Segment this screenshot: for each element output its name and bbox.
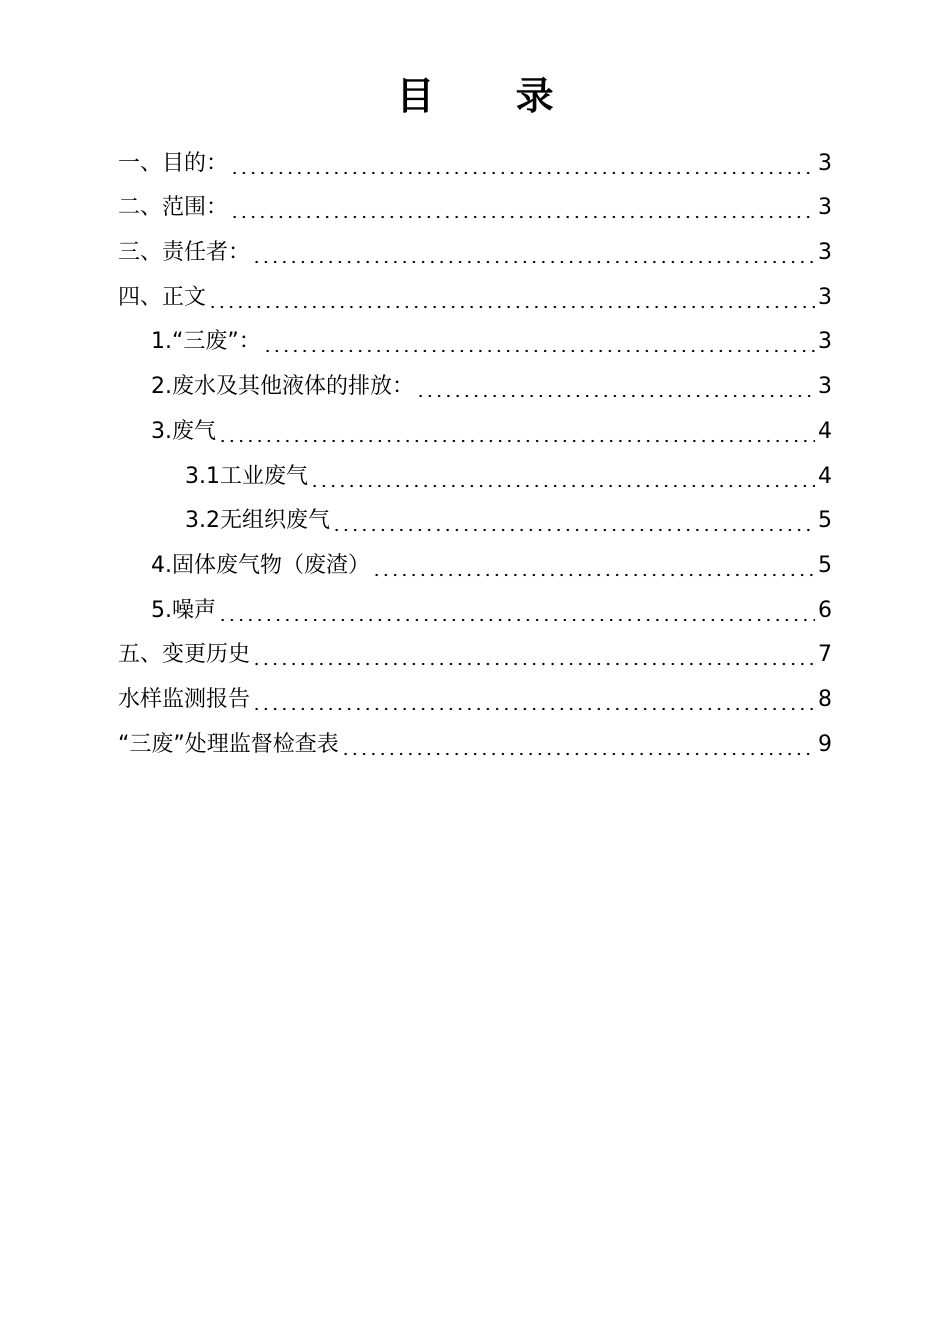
toc-entry-label: 3.2无组织废气 [185, 508, 330, 534]
toc-entry-label: 四、正文 [118, 284, 207, 310]
dot-leader [263, 327, 815, 357]
toc-entry-page-number: 4 [818, 418, 832, 444]
dot-leader [218, 417, 815, 447]
toc-entry-change-history[interactable] [118, 626, 832, 671]
dot-leader [208, 283, 815, 313]
toc-entry-label: 五、变更历史 [118, 642, 251, 668]
toc-entry-label: 1.“三废”： [151, 329, 261, 355]
dot-leader [372, 551, 815, 581]
dot-leader [252, 685, 815, 715]
toc-entry-page-number: 3 [818, 329, 832, 355]
toc-entry-page-number: 5 [818, 552, 832, 578]
toc-entry-page-number: 3 [818, 150, 832, 176]
toc-entry-fugitive-waste-gas[interactable] [118, 492, 832, 537]
toc-entry-page-number: 7 [818, 642, 832, 668]
toc-entry-three-wastes[interactable] [118, 313, 832, 358]
table-of-contents [118, 134, 832, 760]
dot-leader [252, 238, 815, 268]
toc-title: 目 录 [396, 74, 588, 118]
toc-entry-label: 一、目的： [118, 150, 229, 176]
dot-leader [230, 193, 815, 223]
toc-entry-label: “三废”处理监督检查表 [118, 731, 339, 757]
dot-leader [332, 506, 815, 536]
toc-entry-page-number: 3 [818, 195, 832, 221]
toc-entry-water-sample-report[interactable] [118, 670, 832, 715]
toc-entry-noise[interactable] [118, 581, 832, 626]
dot-leader [252, 640, 815, 670]
toc-entry-label: 二、范围： [118, 195, 229, 221]
toc-entry-page-number: 3 [818, 284, 832, 310]
toc-entry-responsible[interactable] [118, 223, 832, 268]
toc-entry-label: 4.固体废气物（废渣） [151, 552, 370, 578]
toc-entry-label: 水样监测报告 [118, 686, 251, 712]
toc-entry-purpose[interactable] [118, 134, 832, 179]
toc-entry-page-number: 9 [818, 731, 832, 757]
toc-entry-wastewater[interactable] [118, 357, 832, 402]
toc-entry-label: 三、责任者： [118, 240, 251, 266]
toc-entry-label: 3.废气 [151, 418, 216, 444]
toc-entry-body[interactable] [118, 268, 832, 313]
dot-leader [341, 730, 815, 760]
toc-entry-page-number: 3 [818, 374, 832, 400]
toc-entry-page-number: 8 [818, 686, 832, 712]
dot-leader [230, 149, 815, 179]
toc-entry-solid-waste[interactable] [118, 536, 832, 581]
toc-entry-waste-gas[interactable] [118, 402, 832, 447]
toc-entry-scope[interactable] [118, 179, 832, 224]
toc-entry-inspection-checklist[interactable] [118, 715, 832, 760]
toc-entry-label: 3.1工业废气 [185, 463, 308, 489]
toc-entry-page-number: 5 [818, 508, 832, 534]
dot-leader [218, 596, 815, 626]
toc-entry-industrial-waste-gas[interactable] [118, 447, 832, 492]
dot-leader [416, 372, 815, 402]
toc-entry-label: 5.噪声 [151, 597, 216, 623]
toc-entry-page-number: 3 [818, 240, 832, 266]
toc-entry-page-number: 4 [818, 463, 832, 489]
dot-leader [310, 462, 815, 492]
toc-entry-page-number: 6 [818, 597, 832, 623]
toc-entry-label: 2.废水及其他液体的排放： [151, 374, 414, 400]
